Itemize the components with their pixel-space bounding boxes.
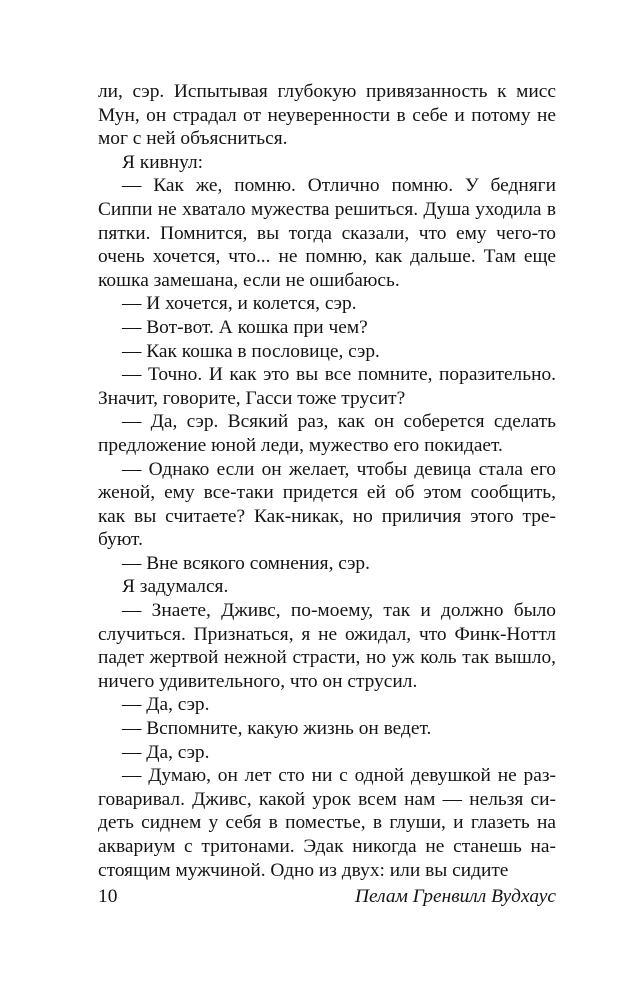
paragraph: Я кивнул:: [122, 151, 204, 173]
paragraph: — Да, сэр.: [122, 741, 210, 763]
paragraph-continuation: ли, сэр. Испытывая глубокую привязанность к мисс Мун, он страдал от неуверенности в себе и потому не мог с ней объясниться.: [98, 81, 556, 150]
paragraph: — Вспомните, какую жизнь он ведет.: [122, 718, 432, 740]
paragraph: — Знаете, Дживс, по-моему, так и должно было случиться. Признаться, я не ожидал, что Финк-Ноттл падет жертвой нежной страсти, но уж коль так вышло, ничего удивительного, что он струсил.: [98, 600, 556, 692]
paragraph: — И хочется, и колется, сэр.: [122, 293, 357, 315]
paragraph: — Думаю, он лет сто ни с одной девушкой не разговаривал. Дживс, какой урок всем нам — нельзя сидеть сиднем у себя в поместье, в глуши, и глазеть на аквариум с тритонами. Эдак никогда не станешь настоящим мужчиной. Одно из двух: или вы сидите: [98, 765, 556, 881]
paragraph: — Точно. И как это вы все помните, поразительно. Значит, говорите, Гасси тоже трусит?: [98, 364, 556, 409]
running-author: Пелам Гренвилл Вудхаус: [355, 886, 556, 907]
paragraph: — Как кошка в пословице, сэр.: [122, 340, 380, 362]
paragraph: — Вот-вот. А кошка при чем?: [122, 316, 368, 338]
body-text: [98, 80, 556, 882]
paragraph: Я задумался.: [122, 576, 229, 598]
page-number: 10: [98, 886, 118, 907]
paragraph: — Как же, помню. Отлично помню. У бедняги Сиппи не хватало мужества решиться. Душа уходила в пятки. Помнится, вы тогда сказали, что ему чего-то очень хочется, что... не помню, как дальше. Там еще кошка замешана, если не ошибаюсь.: [98, 175, 556, 291]
paragraph: — Однако если он желает, чтобы девица стала его женой, ему все-таки придется ей об этом сообщить, как вы считаете? Как-никак, но приличия этого требуют.: [98, 458, 556, 551]
paragraph: — Вне всякого сомнения, сэр.: [122, 552, 370, 574]
paragraph: — Да, сэр.: [122, 694, 210, 716]
paragraph: — Да, сэр. Всякий раз, как он соберется сделать предложение юной леди, мужество его покидает.: [98, 411, 556, 456]
